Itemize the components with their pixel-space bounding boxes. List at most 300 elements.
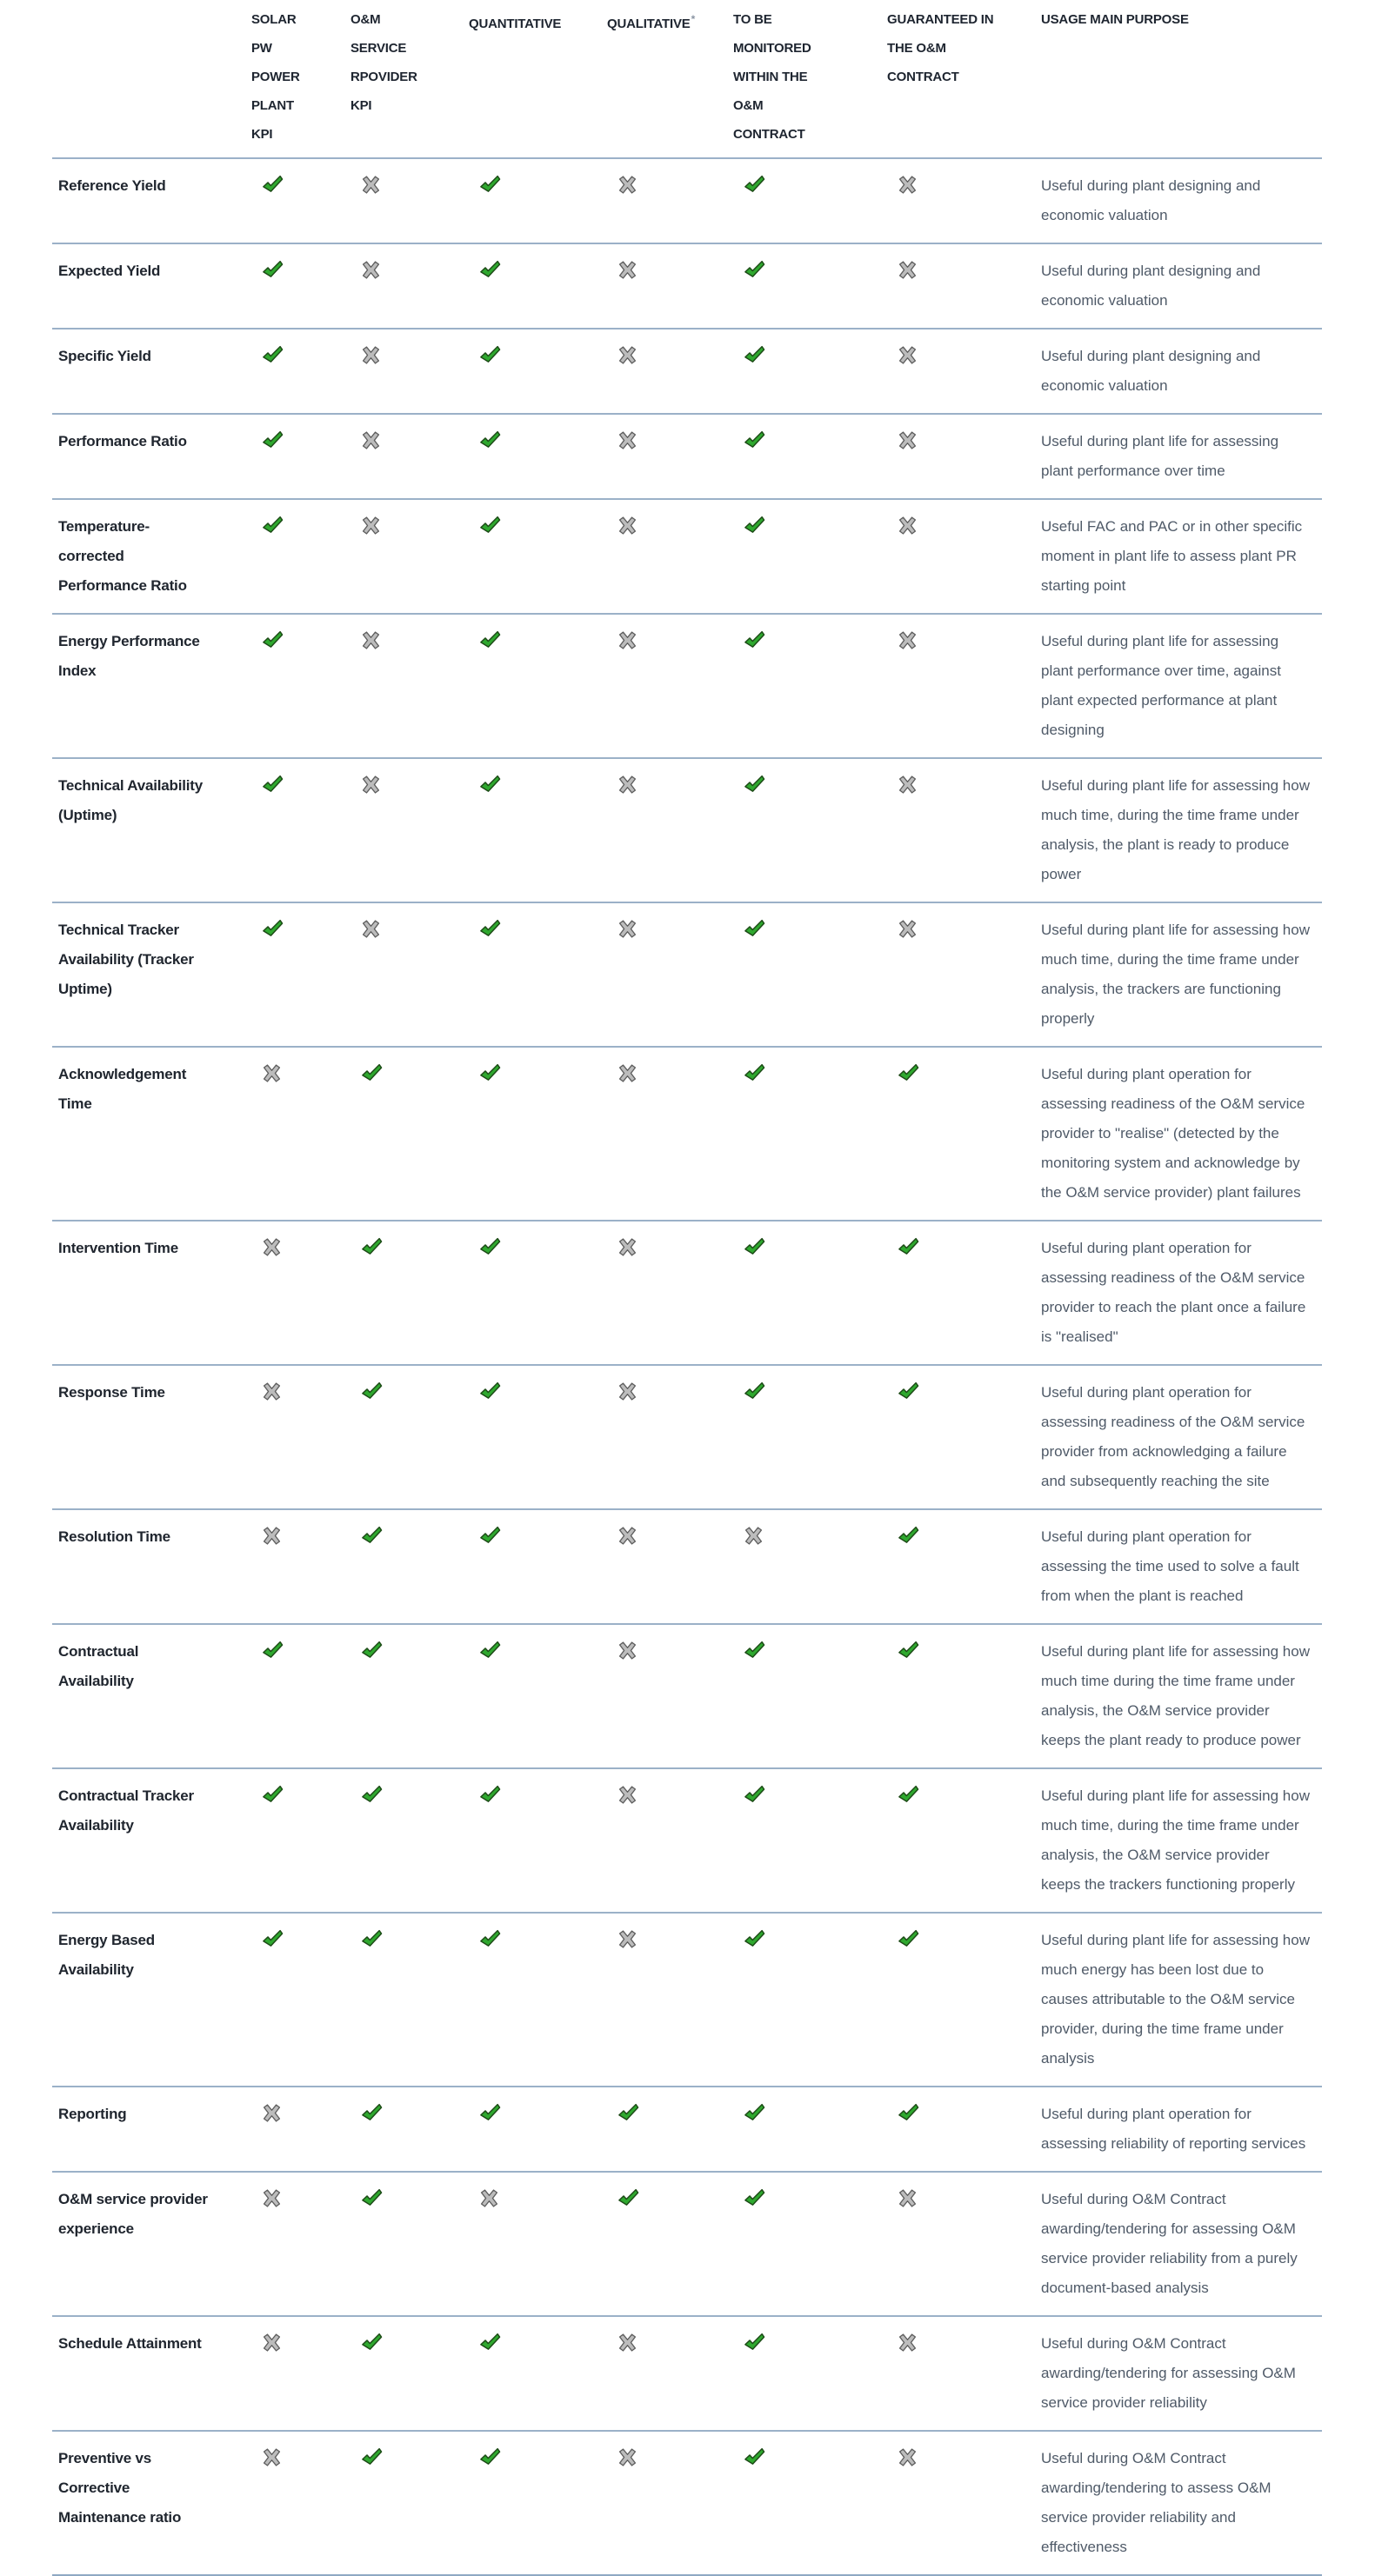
kpi-name-cell: [52, 1637, 251, 1755]
check-icon: [479, 1063, 501, 1085]
usage-cell: [1041, 1234, 1322, 1352]
mark-cell: [251, 2100, 350, 2159]
mark-cell: [350, 2185, 469, 2303]
check-icon: [479, 430, 501, 452]
table-header-row: [52, 5, 1322, 157]
mark-cell: [607, 512, 733, 601]
header-kpi-name: [52, 5, 251, 149]
usage-text: Useful FAC and PAC or in other specific moment in plant life to assess plant PR starting point: [1041, 518, 1303, 594]
mark-cell: [350, 1926, 469, 2073]
kpi-name: Schedule Attainment: [58, 2335, 202, 2352]
kpi-name: Acknowledgement Time: [58, 1066, 187, 1112]
kpi-name-cell: [52, 256, 251, 316]
usage-text: Useful during plant life for assessing how much time, during the time frame under analysis, the O&M service provider keeps the trackers functioning properly: [1041, 1787, 1310, 1893]
kpi-name: Performance Ratio: [58, 433, 187, 449]
cross-icon: [617, 516, 637, 536]
check-icon: [262, 775, 284, 796]
mark-cell: [733, 771, 887, 889]
header-to-be-monitored: TO BE MONITORED WITHIN THE O&M CONTRACT: [733, 12, 811, 142]
mark-cell: [251, 1781, 350, 1900]
usage-cell: [1041, 512, 1322, 601]
check-icon: [262, 516, 284, 537]
table-row: [52, 1767, 1322, 1912]
kpi-name-cell: [52, 1926, 251, 2073]
kpi-name-cell: [52, 342, 251, 401]
usage-cell: [1041, 1522, 1322, 1611]
kpi-name: Contractual Tracker Availability: [58, 1787, 194, 1834]
mark-cell: [733, 1637, 887, 1755]
mark-cell: [469, 1234, 607, 1352]
mark-cell: [733, 1234, 887, 1352]
kpi-name-cell: [52, 427, 251, 486]
mark-cell: [251, 2329, 350, 2418]
cross-icon: [898, 345, 918, 365]
cross-icon: [617, 430, 637, 450]
usage-text: Useful during plant designing and economic valuation: [1041, 348, 1261, 394]
check-icon: [744, 2447, 765, 2469]
mark-cell: [733, 512, 887, 601]
mark-cell: [350, 171, 469, 230]
check-icon: [361, 2188, 383, 2210]
mark-cell: [469, 771, 607, 889]
kpi-name: Resolution Time: [58, 1528, 170, 1545]
table-row: [52, 1623, 1322, 1767]
kpi-name: Technical Availability (Uptime): [58, 777, 203, 823]
mark-cell: [251, 1234, 350, 1352]
cross-icon: [617, 1641, 637, 1661]
mark-cell: [887, 915, 1041, 1034]
mark-cell: [469, 2185, 607, 2303]
cross-icon: [617, 1526, 637, 1546]
mark-cell: [350, 2100, 469, 2159]
check-icon: [262, 1929, 284, 1951]
mark-cell: [607, 1637, 733, 1755]
cross-icon: [361, 260, 381, 280]
check-icon: [479, 2103, 501, 2125]
table-row: [52, 1508, 1322, 1623]
cross-icon: [262, 2103, 282, 2123]
cross-icon: [898, 175, 918, 195]
mark-cell: [350, 1234, 469, 1352]
mark-cell: [887, 342, 1041, 401]
mark-cell: [251, 771, 350, 889]
mark-cell: [733, 256, 887, 316]
kpi-name-cell: [52, 1378, 251, 1496]
check-icon: [361, 1237, 383, 1259]
check-icon: [262, 430, 284, 452]
mark-cell: [251, 512, 350, 601]
check-icon: [744, 2188, 765, 2210]
usage-text: Useful during O&M Contract awarding/tendering to assess O&M service provider reliability and effectiveness: [1041, 2450, 1272, 2555]
table-row: [52, 1220, 1322, 1364]
usage-cell: [1041, 2100, 1322, 2159]
check-icon: [744, 1237, 765, 1259]
mark-cell: [733, 2444, 887, 2562]
usage-cell: [1041, 1378, 1322, 1496]
check-icon: [617, 2103, 639, 2125]
kpi-name: Temperature-corrected Performance Ratio: [58, 518, 187, 594]
mark-cell: [733, 1522, 887, 1611]
mark-cell: [607, 2100, 733, 2159]
table-row: [52, 243, 1322, 328]
check-icon: [744, 630, 765, 652]
kpi-name: Expected Yield: [58, 263, 161, 279]
mark-cell: [350, 1378, 469, 1496]
mark-cell: [251, 1378, 350, 1496]
check-icon: [361, 1929, 383, 1951]
mark-cell: [887, 2329, 1041, 2418]
mark-cell: [469, 2100, 607, 2159]
usage-text: Useful during plant life for assessing how much energy has been lost due to causes attributable to the O&M service provider, during the time frame under analysis: [1041, 1932, 1310, 2067]
cross-icon: [617, 775, 637, 795]
cross-icon: [898, 775, 918, 795]
usage-text: Useful during plant operation for assessing reliability of reporting services: [1041, 2106, 1306, 2152]
mark-cell: [607, 256, 733, 316]
cross-icon: [361, 516, 381, 536]
mark-cell: [469, 256, 607, 316]
table-body: [52, 157, 1322, 2574]
header-quantitative: QUANTITATIVE: [469, 17, 562, 31]
kpi-name: Reporting: [58, 2106, 127, 2122]
usage-cell: [1041, 915, 1322, 1034]
mark-cell: [251, 2185, 350, 2303]
check-icon: [898, 1063, 919, 1085]
kpi-name-cell: [52, 1781, 251, 1900]
mark-cell: [251, 1522, 350, 1611]
usage-cell: [1041, 1637, 1322, 1755]
table-row: [52, 613, 1322, 757]
usage-cell: [1041, 2185, 1322, 2303]
check-icon: [744, 1641, 765, 1662]
usage-cell: [1041, 256, 1322, 316]
cross-icon: [898, 2333, 918, 2353]
mark-cell: [733, 171, 887, 230]
check-icon: [262, 919, 284, 941]
check-icon: [361, 1063, 383, 1085]
check-icon: [744, 1381, 765, 1403]
kpi-name-cell: [52, 512, 251, 601]
mark-cell: [887, 1637, 1041, 1755]
kpi-name-cell: [52, 171, 251, 230]
usage-text: Useful during plant operation for assessing readiness of the O&M service provider to "realise" (detected by the monitoring system and acknowledge by the O&M service provider) plant failures: [1041, 1066, 1305, 1201]
usage-text: Useful during plant life for assessing how much time, during the time frame under analysis, the trackers are functioning properly: [1041, 922, 1310, 1027]
mark-cell: [469, 1522, 607, 1611]
cross-icon: [617, 1237, 637, 1257]
mark-cell: [350, 1522, 469, 1611]
check-icon: [898, 1641, 919, 1662]
usage-cell: [1041, 1926, 1322, 2073]
check-icon: [744, 2333, 765, 2354]
kpi-name: Energy Based Availability: [58, 1932, 155, 1978]
cross-icon: [617, 630, 637, 650]
mark-cell: [350, 256, 469, 316]
check-icon: [262, 260, 284, 282]
kpi-name: Technical Tracker Availability (Tracker Uptime): [58, 922, 194, 997]
cross-icon: [361, 919, 381, 939]
mark-cell: [251, 342, 350, 401]
kpi-name-cell: [52, 771, 251, 889]
mark-cell: [887, 512, 1041, 601]
kpi-name: Specific Yield: [58, 348, 151, 364]
usage-text: Useful during O&M Contract awarding/tendering for assessing O&M service provider reliability: [1041, 2335, 1296, 2411]
mark-cell: [469, 1637, 607, 1755]
mark-cell: [251, 171, 350, 230]
check-icon: [361, 1641, 383, 1662]
check-icon: [479, 630, 501, 652]
mark-cell: [887, 1926, 1041, 2073]
usage-cell: [1041, 771, 1322, 889]
mark-cell: [887, 256, 1041, 316]
table-row: [52, 1912, 1322, 2086]
mark-cell: [887, 1060, 1041, 1208]
table-row: [52, 413, 1322, 498]
mark-cell: [733, 427, 887, 486]
check-icon: [479, 2447, 501, 2469]
check-icon: [361, 1381, 383, 1403]
mark-cell: [469, 427, 607, 486]
mark-cell: [251, 427, 350, 486]
mark-cell: [733, 1781, 887, 1900]
check-icon: [744, 175, 765, 196]
mark-cell: [350, 427, 469, 486]
kpi-name-cell: [52, 2444, 251, 2562]
check-icon: [479, 1641, 501, 1662]
mark-cell: [607, 1781, 733, 1900]
mark-cell: [607, 342, 733, 401]
cross-icon: [898, 516, 918, 536]
kpi-name-cell: [52, 915, 251, 1034]
cross-icon: [617, 2333, 637, 2353]
kpi-comparison-table: [52, 0, 1322, 2576]
cross-icon: [262, 2188, 282, 2208]
mark-cell: [251, 1926, 350, 2073]
check-icon: [744, 1929, 765, 1951]
mark-cell: [733, 915, 887, 1034]
usage-text: Useful during plant life for assessing plant performance over time: [1041, 433, 1279, 479]
mark-cell: [887, 427, 1041, 486]
mark-cell: [607, 1522, 733, 1611]
mark-cell: [607, 915, 733, 1034]
cross-icon: [617, 2447, 637, 2467]
usage-text: Useful during plant operation for assessing the time used to solve a fault from when the plant is reached: [1041, 1528, 1299, 1604]
mark-cell: [469, 915, 607, 1034]
mark-cell: [607, 1926, 733, 2073]
check-icon: [479, 1237, 501, 1259]
cross-icon: [361, 430, 381, 450]
check-icon: [744, 516, 765, 537]
mark-cell: [251, 627, 350, 745]
cross-icon: [744, 1526, 764, 1546]
kpi-name-cell: [52, 1234, 251, 1352]
cross-icon: [262, 1381, 282, 1401]
check-icon: [898, 1237, 919, 1259]
cross-icon: [617, 1381, 637, 1401]
kpi-name: Energy Performance Index: [58, 633, 200, 679]
mark-cell: [469, 171, 607, 230]
cross-icon: [479, 2188, 499, 2208]
check-icon: [898, 2103, 919, 2125]
check-icon: [744, 345, 765, 367]
kpi-name: Preventive vs Corrective Maintenance ratio: [58, 2450, 182, 2526]
table-row: [52, 328, 1322, 413]
mark-cell: [607, 1060, 733, 1208]
mark-cell: [607, 2444, 733, 2562]
usage-text: Useful during plant designing and economic valuation: [1041, 177, 1261, 223]
check-icon: [262, 1641, 284, 1662]
check-icon: [361, 2103, 383, 2125]
check-icon: [617, 2188, 639, 2210]
usage-cell: [1041, 342, 1322, 401]
check-icon: [744, 775, 765, 796]
mark-cell: [887, 1522, 1041, 1611]
mark-cell: [350, 1637, 469, 1755]
mark-cell: [251, 2444, 350, 2562]
mark-cell: [607, 2185, 733, 2303]
table-row: [52, 2430, 1322, 2574]
kpi-name-cell: [52, 1522, 251, 1611]
usage-text: Useful during plant life for assessing how much time during the time frame under analysis, the O&M service provider keeps the plant ready to produce power: [1041, 1643, 1310, 1748]
check-icon: [361, 1526, 383, 1548]
usage-text: Useful during plant designing and economic valuation: [1041, 263, 1261, 309]
check-icon: [744, 1063, 765, 1085]
check-icon: [744, 1785, 765, 1807]
cross-icon: [617, 1063, 637, 1083]
mark-cell: [350, 627, 469, 745]
table-row: [52, 498, 1322, 613]
usage-text: Useful during plant operation for assessing readiness of the O&M service provider from acknowledging a failure and subsequently reaching the site: [1041, 1384, 1305, 1489]
mark-cell: [350, 512, 469, 601]
check-icon: [898, 1785, 919, 1807]
mark-cell: [469, 2444, 607, 2562]
mark-cell: [607, 771, 733, 889]
mark-cell: [887, 2185, 1041, 2303]
mark-cell: [350, 1060, 469, 1208]
check-icon: [744, 2103, 765, 2125]
cross-icon: [262, 1063, 282, 1083]
header-guaranteed: GUARANTEED IN THE O&M CONTRACT: [887, 12, 994, 84]
kpi-name: O&M service provider experience: [58, 2191, 208, 2237]
check-icon: [744, 430, 765, 452]
check-icon: [361, 2333, 383, 2354]
check-icon: [262, 175, 284, 196]
mark-cell: [469, 627, 607, 745]
cross-icon: [617, 175, 637, 195]
kpi-name-cell: [52, 627, 251, 745]
mark-cell: [733, 627, 887, 745]
table-row: [52, 2086, 1322, 2171]
header-solar-pw-power-plant-kpi: SOLAR PW POWER PLANT KPI: [251, 12, 300, 142]
mark-cell: [469, 342, 607, 401]
check-icon: [262, 630, 284, 652]
table-row: [52, 157, 1322, 243]
cross-icon: [361, 175, 381, 195]
mark-cell: [350, 771, 469, 889]
mark-cell: [251, 1637, 350, 1755]
check-icon: [479, 919, 501, 941]
check-icon: [479, 516, 501, 537]
check-icon: [361, 1785, 383, 1807]
mark-cell: [887, 1378, 1041, 1496]
mark-cell: [350, 2329, 469, 2418]
mark-cell: [607, 2329, 733, 2418]
check-icon: [479, 1381, 501, 1403]
kpi-name-cell: [52, 2329, 251, 2418]
cross-icon: [898, 630, 918, 650]
mark-cell: [887, 1781, 1041, 1900]
cross-icon: [617, 919, 637, 939]
mark-cell: [733, 2100, 887, 2159]
cross-icon: [898, 2188, 918, 2208]
check-icon: [262, 345, 284, 367]
usage-cell: [1041, 627, 1322, 745]
mark-cell: [251, 915, 350, 1034]
usage-text: Useful during O&M Contract awarding/tendering for assessing O&M service provider reliability from a purely document-based analysis: [1041, 2191, 1298, 2296]
table-row: [52, 1046, 1322, 1220]
header-om-service-provider-kpi: O&M SERVICE RPOVIDER KPI: [350, 12, 417, 113]
mark-cell: [350, 342, 469, 401]
cross-icon: [898, 919, 918, 939]
cross-icon: [898, 260, 918, 280]
cross-icon: [262, 2447, 282, 2467]
usage-cell: [1041, 427, 1322, 486]
mark-cell: [251, 256, 350, 316]
cross-icon: [617, 1929, 637, 1949]
check-icon: [479, 345, 501, 367]
table-row: [52, 2315, 1322, 2430]
mark-cell: [607, 1378, 733, 1496]
check-icon: [744, 260, 765, 282]
mark-cell: [469, 1060, 607, 1208]
check-icon: [479, 1929, 501, 1951]
cross-icon: [262, 2333, 282, 2353]
mark-cell: [733, 1060, 887, 1208]
check-icon: [479, 1526, 501, 1548]
mark-cell: [469, 1378, 607, 1496]
table-row: [52, 1364, 1322, 1508]
mark-cell: [733, 2185, 887, 2303]
mark-cell: [469, 2329, 607, 2418]
kpi-name-cell: [52, 2185, 251, 2303]
mark-cell: [733, 1926, 887, 2073]
mark-cell: [733, 1378, 887, 1496]
mark-cell: [350, 1781, 469, 1900]
kpi-name: Intervention Time: [58, 1240, 178, 1256]
mark-cell: [469, 512, 607, 601]
usage-cell: [1041, 171, 1322, 230]
mark-cell: [350, 915, 469, 1034]
check-icon: [898, 1381, 919, 1403]
mark-cell: [607, 427, 733, 486]
mark-cell: [887, 171, 1041, 230]
kpi-name-cell: [52, 2100, 251, 2159]
usage-text: Useful during plant life for assessing plant performance over time, against plant expected performance at plant designing: [1041, 633, 1281, 738]
usage-cell: [1041, 1781, 1322, 1900]
check-icon: [479, 1785, 501, 1807]
mark-cell: [251, 1060, 350, 1208]
footnote-asterisk: *: [691, 13, 696, 25]
usage-cell: [1041, 1060, 1322, 1208]
usage-cell: [1041, 2329, 1322, 2418]
mark-cell: [887, 1234, 1041, 1352]
check-icon: [898, 1929, 919, 1951]
mark-cell: [607, 171, 733, 230]
kpi-name: Reference Yield: [58, 177, 166, 194]
check-icon: [479, 260, 501, 282]
mark-cell: [607, 1234, 733, 1352]
mark-cell: [607, 627, 733, 745]
cross-icon: [361, 775, 381, 795]
cross-icon: [898, 430, 918, 450]
